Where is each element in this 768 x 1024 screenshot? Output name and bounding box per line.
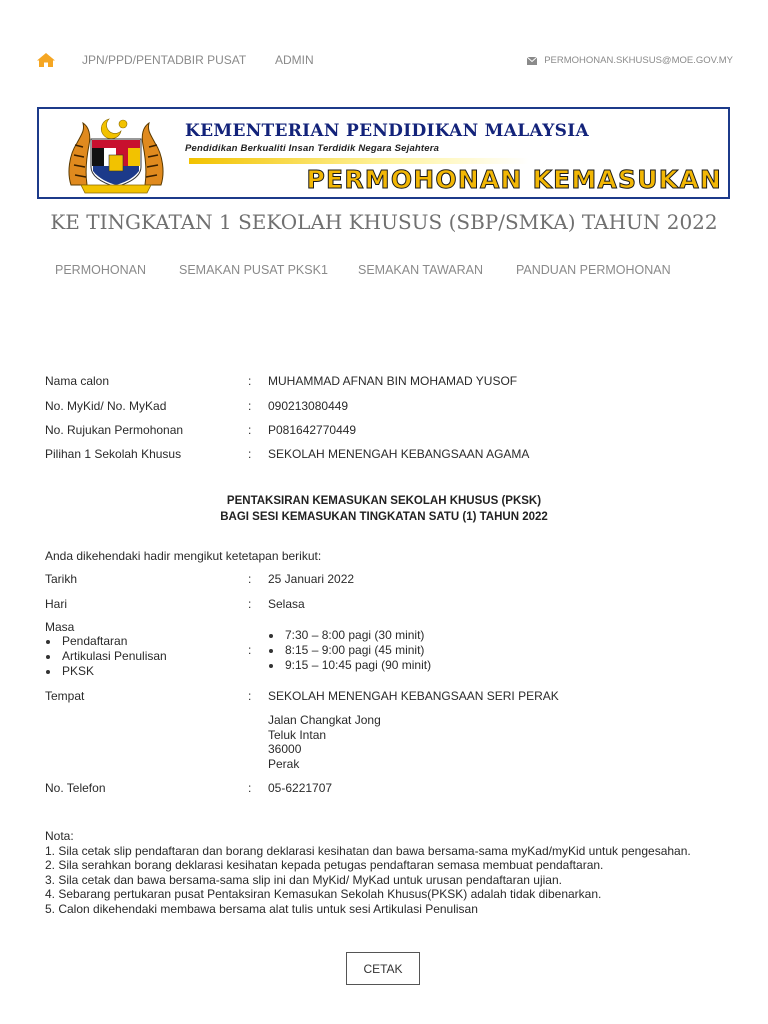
list-item: 8:15 – 9:00 pagi (45 minit) (268, 643, 431, 658)
label-tarikh: Tarikh (45, 572, 78, 586)
separator: : (248, 572, 252, 586)
label-telefon: No. Telefon (45, 781, 106, 795)
top-navigation (0, 0, 768, 100)
separator: : (248, 423, 252, 437)
value-tarikh: 25 Januari 2022 (268, 572, 355, 586)
menu-semakan-pusat-pksk1[interactable]: SEMAKAN PUSAT PKSK1 (179, 263, 328, 277)
note-item: 3. Sila cetak dan bawa bersama-sama slip ini dan MyKid/ MyKad untuk urusan pendaftaran ujian. (45, 872, 562, 887)
value-rujukan: P081642770449 (268, 423, 357, 437)
separator: : (248, 781, 252, 795)
separator: : (248, 399, 252, 413)
separator: : (248, 689, 252, 703)
notes-title: Nota: (45, 829, 74, 843)
list-item: Artikulasi Penulisan (45, 649, 167, 664)
application-title: PERMOHONAN KEMASUKAN (306, 165, 722, 194)
list-item: Pendaftaran (45, 634, 167, 649)
label-masa: Masa (45, 620, 75, 634)
separator: : (248, 447, 252, 461)
section-heading-line1: PENTAKSIRAN KEMASUKAN SEKOLAH KHUSUS (PKSK) (226, 495, 542, 507)
notes-section (45, 829, 691, 917)
label-mykid: No. MyKid/ No. MyKad (45, 399, 167, 413)
tempat-address (268, 713, 381, 772)
separator: : (248, 374, 252, 388)
ministry-name: KEMENTERIAN PENDIDIKAN MALAYSIA (185, 121, 589, 141)
ministry-slogan: Pendidikan Berkualiti Insan Terdidik Negara Sejahtera (185, 143, 440, 154)
list-item: 7:30 – 8:00 pagi (30 minit) (268, 628, 431, 643)
note-item: 4. Sebarang pertukaran pusat Pentaksiran Kemasukan Sekolah Khusus(PKSK) adalah tidak dibenarkan. (45, 887, 602, 902)
separator: : (248, 597, 252, 611)
masa-session-list (45, 634, 167, 679)
intro-text: Anda dikehendaki hadir mengikut ketetapan berikut: (45, 549, 322, 563)
section-heading-line2: BAGI SESI KEMASUKAN TINGKATAN SATU (1) TAHUN 2022 (220, 511, 548, 523)
nav-link-jpn-ppd-pentadbir[interactable]: JPN/PPD/PENTADBIR PUSAT (82, 53, 247, 67)
contact-email-text: PERMOHONAN.SKHUSUS@MOE.GOV.MY (544, 55, 733, 66)
value-nama-calon: MUHAMMAD AFNAN BIN MOHAMAD YUSOF (268, 374, 518, 388)
value-tempat: SEKOLAH MENENGAH KEBANGSAAN SERI PERAK (268, 689, 559, 703)
home-icon[interactable] (36, 52, 56, 68)
nav-link-admin[interactable]: ADMIN (275, 53, 314, 67)
value-pilihan-sekolah: SEKOLAH MENENGAH KEBANGSAAN AGAMA (268, 447, 530, 461)
value-mykid: 090213080449 (268, 399, 349, 413)
note-item: 5. Calon dikehendaki membawa bersama alat tulis untuk sesi Artikulasi Penulisan (45, 901, 478, 916)
address-line: Perak (268, 757, 300, 772)
masa-time-list (268, 628, 431, 673)
coat-of-arms-logo (63, 115, 169, 195)
print-button[interactable]: CETAK (346, 952, 420, 985)
label-hari: Hari (45, 597, 68, 611)
header-banner (37, 107, 730, 199)
list-item: PKSK (45, 664, 167, 679)
envelope-icon (527, 57, 537, 65)
address-line: Teluk Intan (268, 727, 327, 742)
label-rujukan: No. Rujukan Permohonan (45, 423, 184, 437)
address-line: Jalan Changkat Jong (268, 713, 381, 727)
note-item: 1. Sila cetak slip pendaftaran dan borang deklarasi kesihatan dan bawa bersama-sama myKad/myKid untuk pengesahan. (45, 843, 691, 858)
address-line: 36000 (268, 742, 302, 757)
menu-permohonan[interactable]: PERMOHONAN (55, 263, 146, 277)
menu-panduan-permohonan[interactable]: PANDUAN PERMOHONAN (516, 263, 671, 277)
separator: : (248, 643, 252, 657)
label-pilihan-sekolah: Pilihan 1 Sekolah Khusus (45, 447, 182, 461)
note-item: 2. Sila serahkan borang deklarasi kesihatan kepada petugas pendaftaran semasa membuat pendaftaran. (45, 858, 604, 873)
page-subtitle: KE TINGKATAN 1 SEKOLAH KHUSUS (SBP/SMKA) TAHUN 2022 (50, 210, 718, 234)
menu-semakan-tawaran[interactable]: SEMAKAN TAWARAN (358, 263, 484, 277)
label-tempat: Tempat (45, 689, 85, 703)
value-telefon: 05-6221707 (268, 781, 333, 795)
list-item: 9:15 – 10:45 pagi (90 minit) (268, 658, 431, 673)
banner-ribbon (189, 158, 529, 164)
contact-email[interactable] (527, 55, 733, 66)
value-hari: Selasa (268, 597, 305, 611)
label-nama-calon: Nama calon (45, 374, 110, 388)
